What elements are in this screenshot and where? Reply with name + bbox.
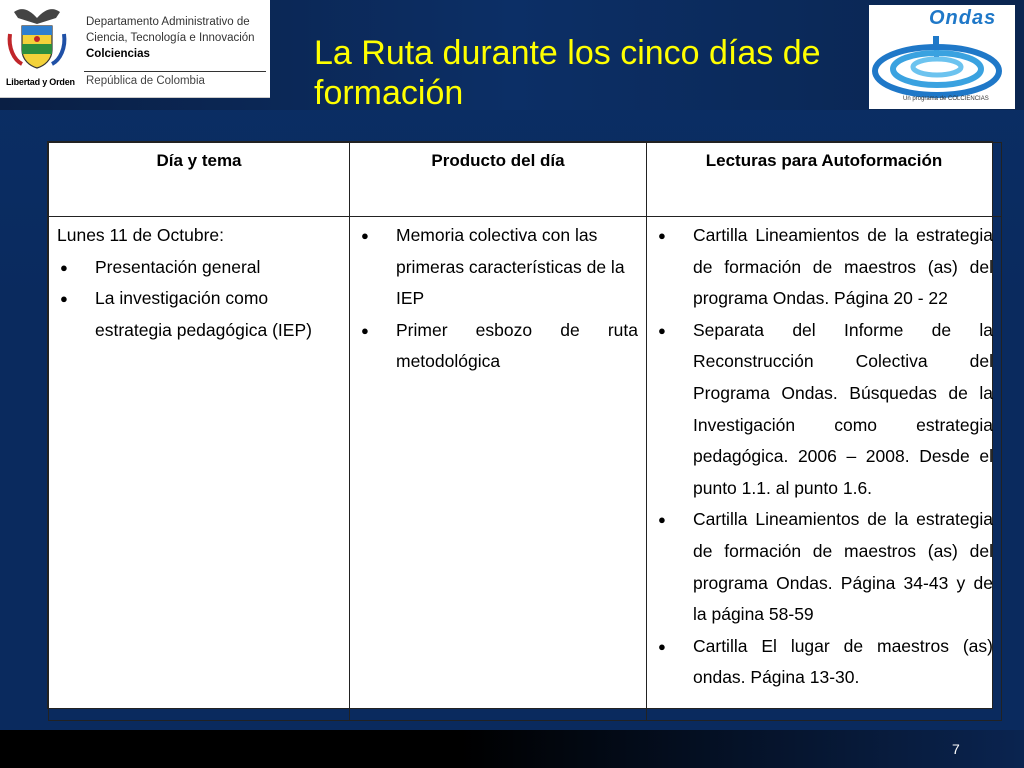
list-item: ● Primer esbozo de ruta metodológica — [358, 315, 638, 378]
list-item: ● Presentación general — [57, 252, 341, 284]
cell-readings — [647, 217, 1002, 721]
bullet-icon: ● — [658, 638, 666, 654]
bullet-icon: ● — [361, 322, 369, 338]
readings-list — [655, 220, 993, 694]
schedule-table — [47, 141, 993, 709]
ondas-logo — [869, 5, 1015, 109]
list-item: ● Cartilla Lineamientos de la estrategia de formación de maestros (as) del programa Ondas. Página 34-43 y de la página 58-59 — [655, 504, 993, 630]
org-line-1: Departamento Administrativo de — [86, 16, 250, 28]
header-product: Producto del día — [350, 143, 647, 217]
day-topic-list — [57, 252, 341, 347]
bullet-icon: ● — [658, 228, 666, 243]
colombia-crest-icon — [6, 4, 68, 74]
list-item: ● Separata del Informe de la Reconstrucción Colectiva del Programa Ondas. Búsquedas de la Investigación como estrategia pedagógica. 2006 – 2008. Desde el punto 1.1. al punto 1.6. — [655, 315, 993, 505]
org-divider — [84, 71, 266, 72]
org-line-2: Ciencia, Tecnología e Innovación — [86, 32, 255, 44]
ondas-tagline: Un programa de COLCIENCIAS — [903, 96, 989, 102]
cell-product — [350, 217, 647, 721]
header-readings: Lecturas para Autoformación — [647, 143, 1002, 217]
list-item: ● Cartilla El lugar de maestros (as) ondas. Página 13-30. — [655, 631, 993, 694]
motto-text: Libertad y Orden — [6, 77, 75, 87]
bullet-icon: ● — [60, 259, 68, 275]
org-country: República de Colombia — [86, 75, 205, 87]
day-label: Lunes 11 de Octubre: — [57, 225, 225, 245]
colciencias-logo — [0, 0, 270, 98]
ondas-wordmark: Ondas — [929, 7, 997, 29]
bullet-icon: ● — [60, 291, 68, 307]
table-row — [49, 217, 1002, 721]
bullet-icon: ● — [658, 322, 666, 338]
org-line-3: Colciencias — [86, 48, 150, 60]
org-name — [86, 14, 255, 62]
list-item: ● La investigación como estrategia pedagógica (IEP) — [57, 283, 341, 346]
bullet-icon: ● — [361, 228, 369, 243]
slide-title: La Ruta durante los cinco días de formación — [314, 34, 821, 112]
bottom-band — [0, 730, 1024, 768]
list-item: ● Cartilla Lineamientos de la estrategia de formación de maestros (as) del programa Ondas. Página 20 - 22 — [655, 220, 993, 315]
bullet-icon: ● — [658, 512, 666, 528]
page-number: 7 — [952, 741, 960, 757]
table-header-row — [49, 143, 1002, 217]
header-day: Día y tema — [49, 143, 350, 217]
cell-day — [49, 217, 350, 721]
product-list — [358, 220, 638, 378]
list-item: ● Memoria colectiva con las primeras características de la IEP — [358, 220, 638, 315]
